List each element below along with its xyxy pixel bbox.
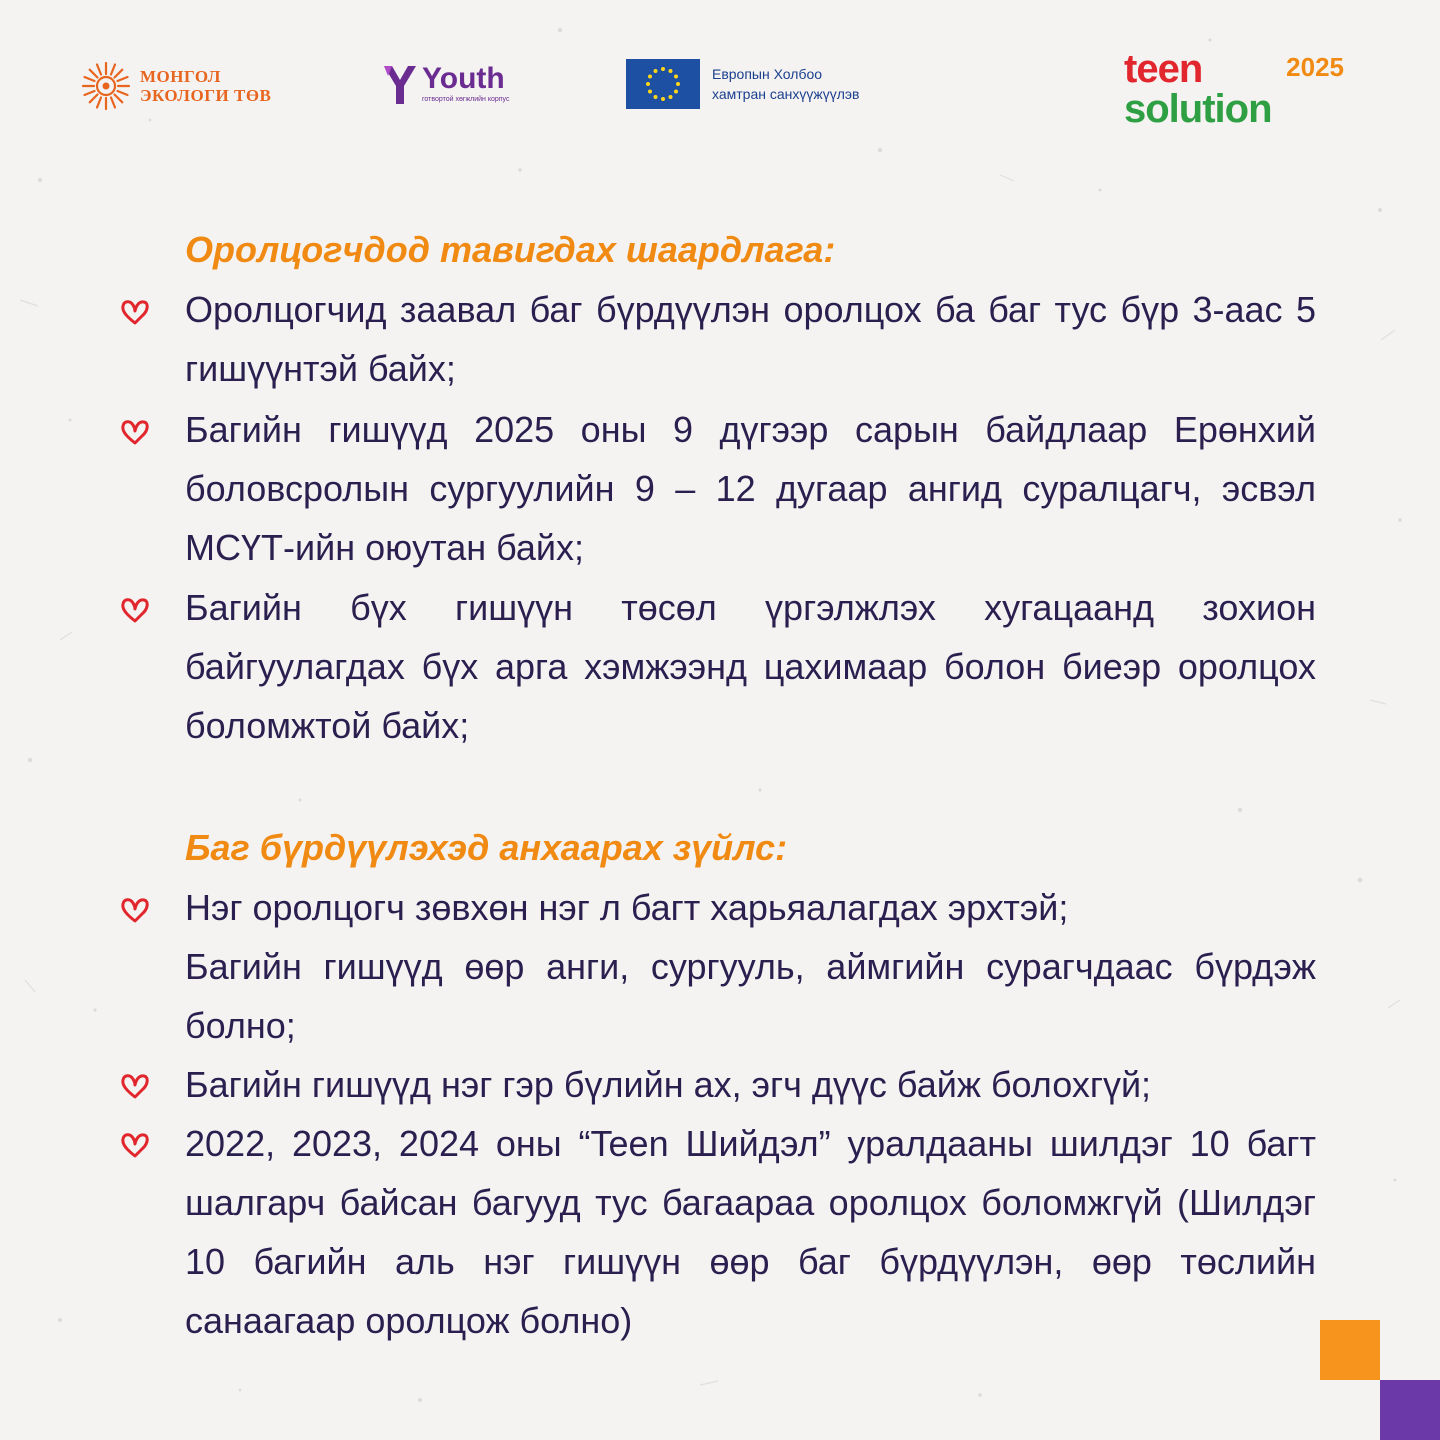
- eu-logo: [626, 59, 860, 109]
- team-note-item-3: Багийн гишүүд нэг гэр бүлийн ах, эгч дүүс байж болохгүй;: [185, 1064, 1152, 1105]
- requirement-item-1: Оролцогчид заавал баг бүрдүүлэн оролцох ба баг тус бүр 3-аас 5 гишүүнтэй байх;: [185, 289, 1316, 389]
- youth-word: Youth: [422, 62, 505, 95]
- youth-logo: [382, 62, 509, 106]
- heart-bullet-icon: [120, 1072, 150, 1100]
- mongol-ecology-logo: [80, 60, 271, 112]
- sun-icon: [80, 60, 132, 112]
- heart-bullet-icon: [120, 896, 150, 924]
- youth-y-icon: [382, 62, 420, 106]
- mongol-ecology-line2: ЭКОЛОГИ ТӨВ: [140, 86, 272, 105]
- eu-flag-icon: [626, 59, 700, 109]
- requirement-item-2: Багийн гишүүд 2025 оны 9 дүгээр сарын байдлаар Ерөнхий боловсролын сургуулийн 9 – 12 дугаар ангид суралцагч, эсвэл МСҮТ-ийн оюутан байх;: [185, 409, 1316, 568]
- teen-solution-line1: teen: [1124, 47, 1203, 91]
- purple-square-decoration: [1380, 1380, 1440, 1440]
- team-note-item-1: Нэг оролцогч зөвхөн нэг л багт харьяалагдах эрхтэй;: [185, 887, 1069, 928]
- teen-solution-logo: [1122, 46, 1350, 128]
- eu-caption: [712, 64, 860, 104]
- mongol-ecology-name: [140, 67, 271, 105]
- heart-bullet-icon: [120, 418, 150, 446]
- requirements-heading: Оролцогчдод тавигдах шаардлага:: [185, 229, 836, 270]
- teen-solution-line2: solution: [1124, 87, 1272, 128]
- team-notes-heading: Баг бүрдүүлэхэд анхаарах зүйлс:: [185, 827, 788, 868]
- teen-solution-year: 2025: [1286, 52, 1344, 82]
- team-note-item-4: 2022, 2023, 2024 оны “Teen Шийдэл” уралдааны шилдэг 10 багт шалгарч байсан багууд тус багаараа оролцох боломжгүй (Шилдэг 10 багийн аль нэг гишүүн өөр баг бүрдүүлэн, өөр төслийн санаагаар оролцож болно): [185, 1123, 1316, 1341]
- orange-square-decoration: [1320, 1320, 1380, 1380]
- eu-line1: Европын Холбоо: [712, 66, 823, 82]
- heart-bullet-icon: [120, 298, 150, 326]
- heart-bullet-icon: [120, 1131, 150, 1159]
- eu-line2: хамтран санхүүжүүлэв: [712, 86, 860, 102]
- team-note-item-2: Багийн гишүүд өөр анги, сургууль, аймгийн сурагчдаас бүрдэж болно;: [185, 946, 1316, 1046]
- heart-bullet-icon: [120, 596, 150, 624]
- mongol-ecology-line1: МОНГОЛ: [140, 67, 221, 86]
- youth-subtitle: готвортой хөгжлийн корпус: [422, 96, 510, 103]
- requirement-item-3: Багийн бүх гишүүн төсөл үргэлжлэх хугацаанд зохион байгуулагдах бүх арга хэмжээнд цахимаар болон биеэр оролцох боломжтой байх;: [185, 587, 1316, 746]
